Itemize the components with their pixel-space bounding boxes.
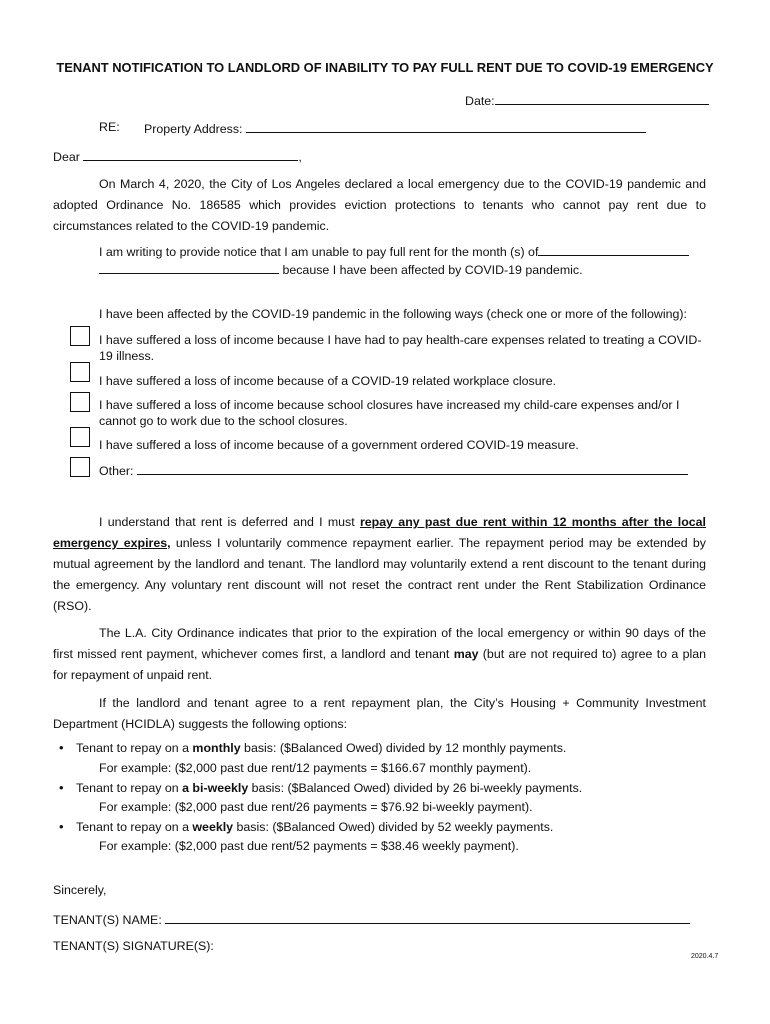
option-school-closure: I have suffered a loss of income because school closures have increased my child-care expenses and/or I cannot go to work due to the school closures. [99, 398, 680, 428]
checkbox-workplace-closure[interactable] [70, 362, 90, 382]
checkbox-government-measure[interactable] [70, 427, 90, 447]
date-label: Date: [465, 94, 495, 108]
landlord-name-field[interactable] [83, 148, 298, 161]
ordinance-paragraph: The L.A. City Ordinance indicates that prior to the expiration of the local emergency or within 90 days of the first missed rent payment, whichever comes first, a landlord and tenant may (but are not required to) agree to a plan for repayment of unpaid rent. [53, 626, 707, 682]
tenant-name-row [53, 911, 690, 929]
tenant-name-field[interactable] [165, 911, 690, 924]
dear-comma: , [298, 150, 302, 164]
option-other-label: Other: [99, 464, 134, 478]
closing: Sincerely, [53, 883, 107, 897]
checkbox-other[interactable] [70, 457, 90, 477]
option-monthly: Tenant to repay on a monthly basis: ($Balanced Owed) divided by 12 monthly payments. [76, 741, 567, 755]
example-monthly: For example: ($2,000 past due rent/12 payments = $166.67 monthly payment). [99, 761, 532, 775]
date-field[interactable] [495, 92, 709, 105]
example-bi-weekly: For example: ($2,000 past due rent/26 payments = $76.92 bi-weekly payment). [99, 800, 533, 814]
repayment-plan-paragraph: If the landlord and tenant agree to a rent repayment plan, the City’s Housing + Community Investment Department (HCIDLA) suggests the following options: [53, 696, 706, 731]
date-row [465, 92, 709, 110]
option-weekly: Tenant to repay on a weekly basis: ($Balanced Owed) divided by 52 weekly payments. [76, 820, 554, 834]
salutation-row [53, 148, 302, 166]
property-address-label: Property Address: [144, 122, 243, 136]
document-title: TENANT NOTIFICATION TO LANDLORD OF INABILITY TO PAY FULL RENT DUE TO COVID-19 EMERGENCY [56, 60, 714, 75]
property-address-field[interactable] [246, 120, 646, 133]
re-label: RE: [99, 120, 120, 134]
dear-label: Dear [53, 150, 80, 164]
notice-line-2: because I have been affected by COVID-19 pandemic. [99, 261, 583, 279]
option-health-care: I have suffered a loss of income because I have had to pay health-care expenses related to treating a COVID-19 illness. [99, 333, 702, 363]
bullet-icon: • [59, 740, 64, 755]
option-other-row [99, 462, 688, 480]
checkbox-health-care[interactable] [70, 326, 90, 346]
notice-line-1: I am writing to provide notice that I am unable to pay full rent for the month (s) of [99, 243, 689, 261]
bullet-icon: • [59, 780, 64, 795]
property-address-row [144, 120, 646, 138]
example-weekly: For example: ($2,000 past due rent/52 payments = $38.46 weekly payment). [99, 839, 519, 853]
checkbox-school-closure[interactable] [70, 392, 90, 412]
option-workplace-closure: I have suffered a loss of income because of a COVID-19 related workplace closure. [99, 374, 557, 388]
declaration-paragraph: On March 4, 2020, the City of Los Angeles declared a local emergency due to the COVID-19 pandemic and adopted Ordinance No. 186585 which provides eviction protections to tenants who cannot pay rent due to circumstances related to the COVID-19 pandemic. [53, 177, 706, 233]
tenant-signature-field[interactable] [53, 956, 573, 974]
tenant-name-label: TENANT(S) NAME: [53, 913, 162, 927]
affected-intro: I have been affected by the COVID-19 pandemic in the following ways (check one or more of the following): [99, 307, 687, 321]
months-field-continued[interactable] [99, 261, 279, 274]
deferral-paragraph: I understand that rent is deferred and I must repay any past due rent within 12 months after the local emergency expires, unless I voluntarily commence repayment earlier. The repayment period may be extended by mutual agreement by the landlord and tenant. The landlord may voluntarily extend a rent discount to the tenant during the emergency. Any voluntary rent discount will not reset the contract rent under the Rent Stabilization Ordinance (RSO). [53, 515, 706, 613]
version-label: 2020.4.7 [691, 953, 719, 960]
option-government-measure: I have suffered a loss of income because of a government ordered COVID-19 measure. [99, 438, 579, 452]
option-bi-weekly: Tenant to repay on a bi-weekly basis: ($Balanced Owed) divided by 26 bi-weekly payments. [76, 781, 583, 795]
other-field[interactable] [137, 462, 688, 475]
bullet-icon: • [59, 819, 64, 834]
months-field[interactable] [538, 243, 689, 256]
tenant-signature-label: TENANT(S) SIGNATURE(S): [53, 939, 214, 953]
